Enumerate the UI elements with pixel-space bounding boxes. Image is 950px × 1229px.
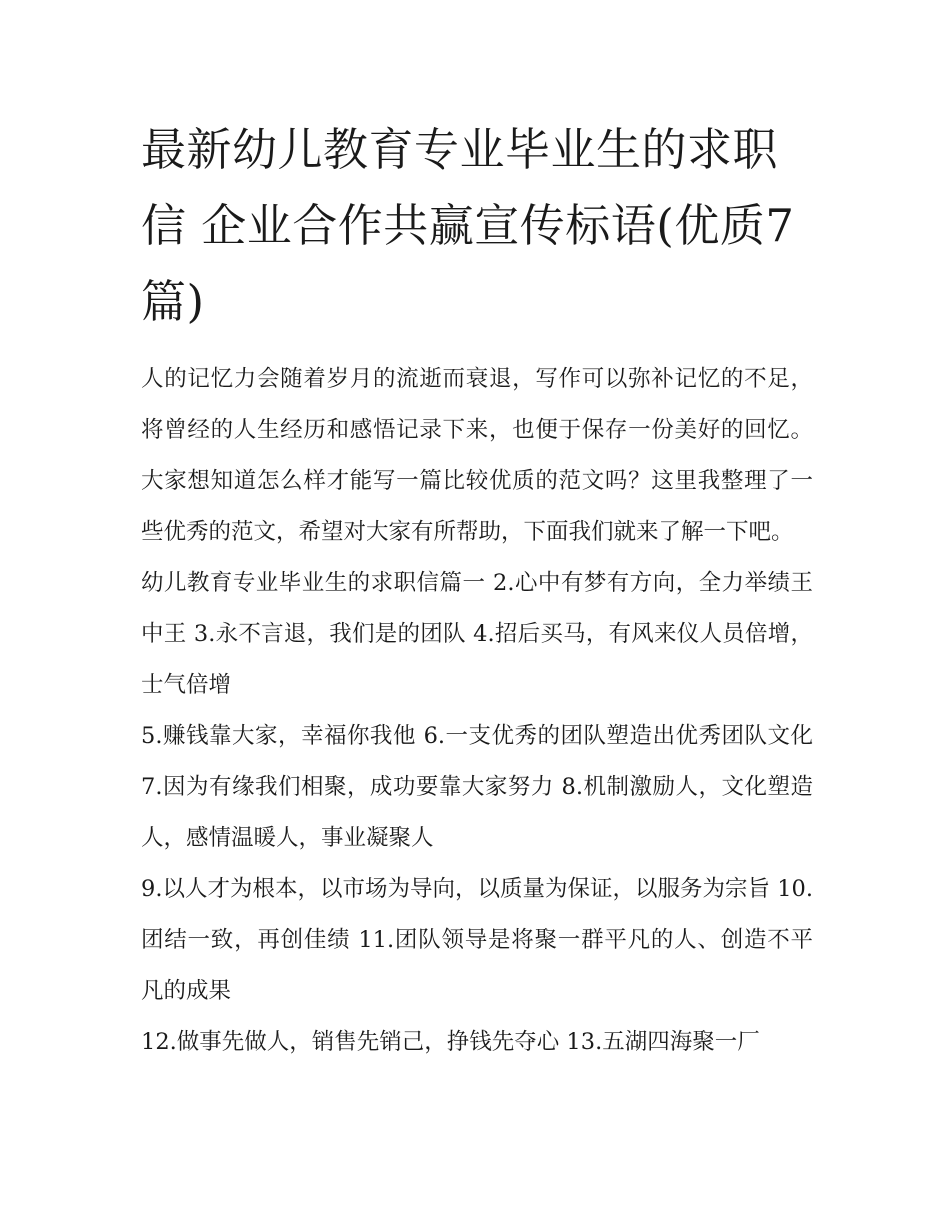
slogan-paragraph-1: 幼儿教育专业毕业生的求职信篇一 2.心中有梦有方向，全力举绩王中王 3.永不言退，我们是的团队 4.招后买马，有风来仪人员倍增，士气倍增 xyxy=(141,570,813,698)
slogan-paragraph-4: 12.做事先做人，销售先销己，挣钱先夺心 13.五湖四海聚一厂 xyxy=(141,1029,760,1055)
slogan-paragraph-2: 5.赚钱靠大家，幸福你我他 6.一支优秀的团队塑造出优秀团队文化 7.因为有缘我们相聚，成功要靠大家努力 8.机制激励人，文化塑造人，感情温暖人，事业凝聚人 xyxy=(141,723,813,851)
slogan-paragraph-3: 9.以人才为根本，以市场为导向，以质量为保证，以服务为宗旨 10.团结一致，再创佳绩 11.团队领导是将聚一群平凡的人、创造不平凡的成果 xyxy=(141,876,813,1004)
document-body xyxy=(141,112,813,1068)
document-title: 最新幼儿教育专业毕业生的求职信 企业合作共赢宣传标语(优质7篇) xyxy=(141,123,795,328)
intro-paragraph: 人的记忆力会随着岁月的流逝而衰退，写作可以弥补记忆的不足，将曾经的人生经历和感悟记录下来，也便于保存一份美好的回忆。大家想知道怎么样才能写一篇比较优质的范文吗？这里我整理了一些优秀的范文，希望对大家有所帮助，下面我们就来了解一下吧。 xyxy=(141,366,813,545)
